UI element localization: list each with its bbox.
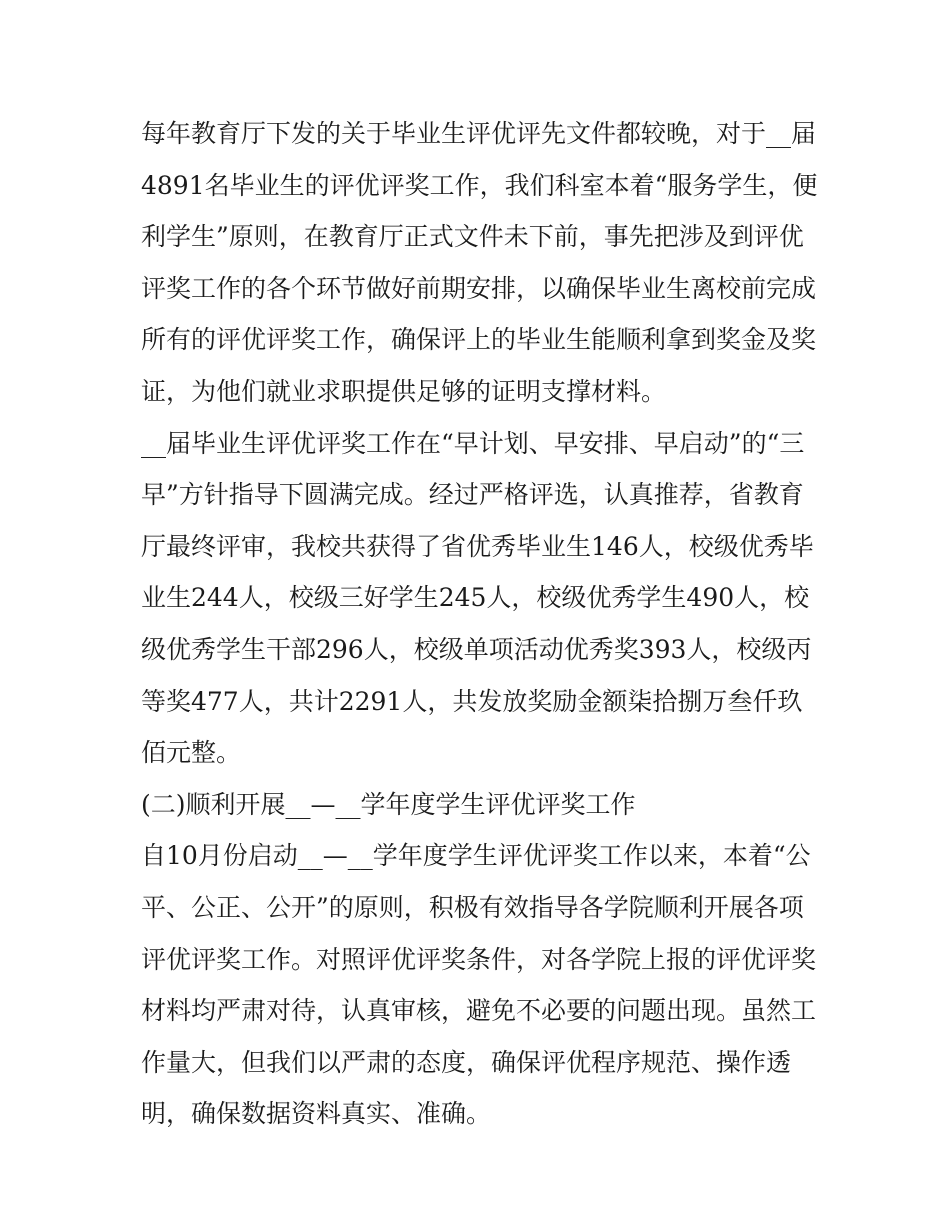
text-line: 厅最终评审，我校共获得了省优秀毕业生146人，校级优秀毕: [141, 531, 814, 561]
text-line: 自10月份启动__—__学年度学生评优评奖工作以来，本着“公: [141, 841, 811, 871]
text-line: 业生244人，校级三好学生245人，校级优秀学生490人，校: [141, 583, 810, 613]
text-line: 明，确保数据资料真实、准确。: [141, 1099, 492, 1129]
section-heading: (二)顺利开展__—__学年度学生评优评奖工作: [141, 789, 636, 819]
document-body: [141, 108, 821, 1140]
text-line: 每年教育厅下发的关于毕业生评优评先文件都较晚，对于__届: [141, 119, 817, 148]
text-line: 作量大，但我们以严肃的态度，确保评优程序规范、操作透: [141, 1047, 792, 1077]
text-line: 证，为他们就业求职提供足够的证明支撑材料。: [141, 376, 667, 406]
text-line: 评优评奖工作。对照评优评奖条件，对各学院上报的评优评奖: [141, 944, 817, 974]
text-line: 早”方针指导下圆满完成。经过严格评选，认真推荐，省教育: [141, 480, 804, 510]
text-line: 级优秀学生干部296人，校级单项活动优秀奖393人，校级丙: [141, 634, 812, 664]
text-line: 所有的评优评奖工作，确保评上的毕业生能顺利拿到奖金及奖: [141, 325, 817, 355]
text-line: 等奖477人，共计2291人，共发放奖励金额柒拾捌万叁仟玖: [141, 686, 803, 716]
text-line: 材料均严肃对待，认真审核，避免不必要的问题出现。虽然工: [141, 996, 817, 1026]
text-line: 佰元整。: [141, 738, 242, 768]
text-line: 利学生”原则，在教育厅正式文件未下前，事先把涉及到评优: [141, 222, 804, 252]
text-line: 平、公正、公开”的原则，积极有效指导各学院顺利开展各项: [141, 892, 804, 922]
text-line: 4891名毕业生的评优评奖工作，我们科室本着“服务学生，便: [141, 170, 818, 200]
text-line: __届毕业生评优评奖工作在“早计划、早安排、早启动”的“三: [141, 428, 805, 458]
text-line: 评奖工作的各个环节做好前期安排，以确保毕业生离校前完成: [141, 273, 817, 303]
